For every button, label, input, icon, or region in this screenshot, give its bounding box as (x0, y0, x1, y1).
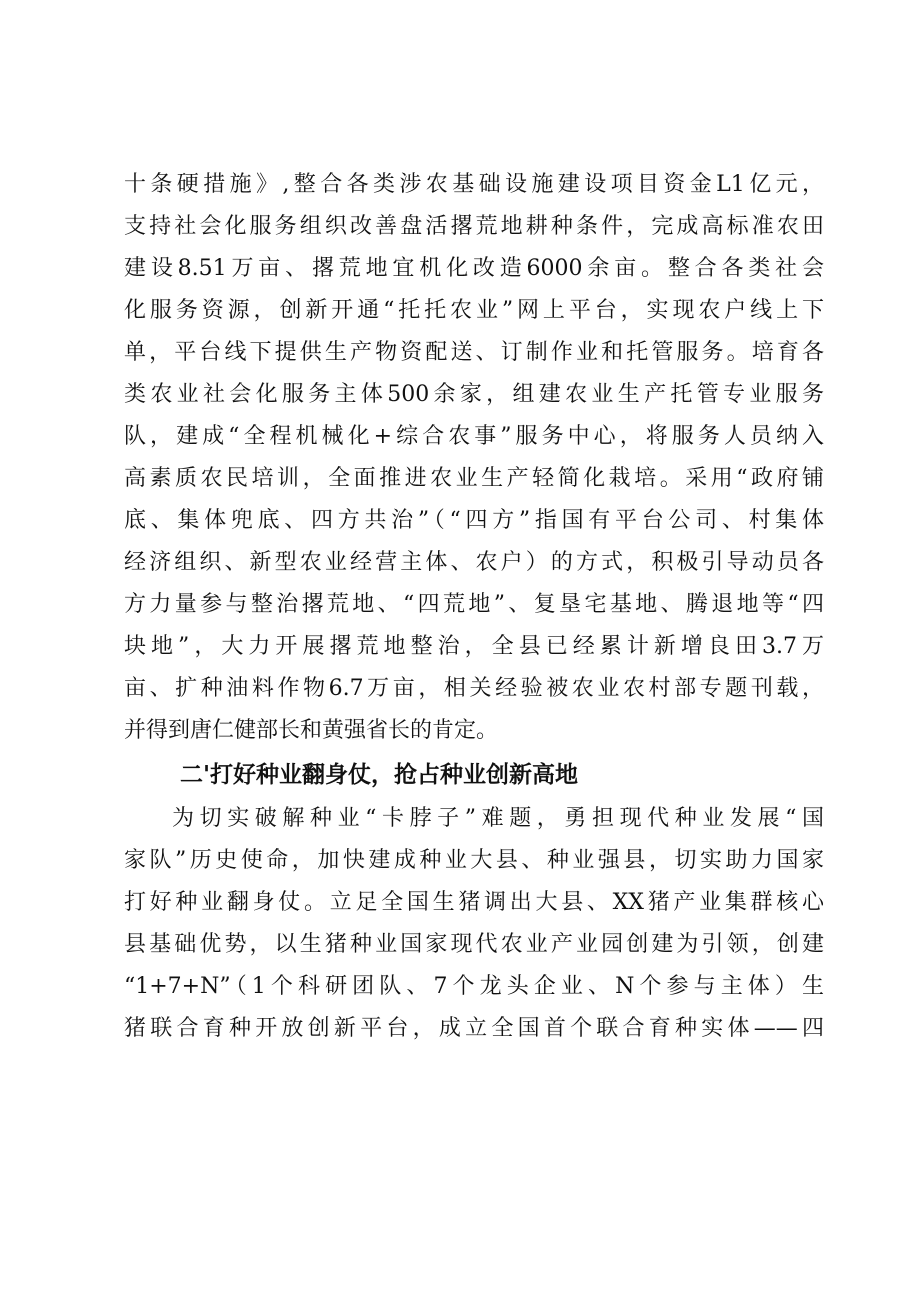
paragraph-1-line: 十条硬措施》,整合各类涉农基础设施建设项目资金L1亿元， (124, 172, 824, 197)
paragraph-1-line: 方力量参与整治撂荒地、“四荒地”、复垦宅基地、腾退地等“四 (124, 592, 824, 617)
paragraph-1-line: 化服务资源，创新开通“托托农业”网上平台，实现农户线上下 (124, 298, 824, 323)
paragraph-2-line: 猪联合育种开放创新平台，成立全国首个联合育种实体——四 (124, 1016, 824, 1041)
paragraph-1-line: 支持社会化服务组织改善盘活撂荒地耕种条件，完成高标准农田 (124, 214, 824, 239)
paragraph-1-line: 建设8.51万亩、撂荒地宜机化改造6000余亩。整合各类社会 (124, 256, 824, 281)
paragraph-2-line: 为切实破解种业“卡脖子”难题，勇担现代种业发展“国 (172, 806, 824, 831)
paragraph-1-line: 底、集体兜底、四方共治”（“四方”指国有平台公司、村集体 (124, 508, 824, 533)
paragraph-1-line: 类农业社会化服务主体500余家，组建农业生产托管专业服务 (124, 382, 824, 407)
paragraph-2-line: 家队”历史使命，加快建成种业大县、种业强县，切实助力国家 (124, 848, 824, 873)
paragraph-2-line: 县基础优势，以生猪种业国家现代农业产业园创建为引领，创建 (124, 932, 824, 957)
paragraph-2-line: 打好种业翻身仗。立足全国生猪调出大县、XX猪产业集群核心 (124, 890, 824, 915)
paragraph-1-line: 高素质农民培训，全面推进农业生产轻简化栽培。采用“政府铺 (124, 466, 824, 491)
paragraph-1-line: 并得到唐仁健部长和黄强省长的肯定。 (124, 718, 499, 743)
paragraph-2-line: “1+7+N”（1个科研团队、7个龙头企业、N个参与主体）生 (124, 974, 824, 999)
paragraph-1-line: 经济组织、新型农业经营主体、农户）的方式，积极引导动员各 (124, 550, 824, 575)
paragraph-1-line: 队，建成“全程机械化+综合农事”服务中心，将服务人员纳入 (124, 424, 824, 449)
paragraph-1-line: 亩、扩种油料作物6.7万亩，相关经验被农业农村部专题刊载， (124, 676, 824, 701)
section-heading: 二'打好种业翻身仗，抢占种业创新高地 (180, 762, 579, 788)
paragraph-1-line: 单，平台线下提供生产物资配送、订制作业和托管服务。培育各 (124, 340, 824, 365)
paragraph-1-line: 块地”，大力开展撂荒地整治，全县已经累计新增良田3.7万 (124, 634, 824, 659)
